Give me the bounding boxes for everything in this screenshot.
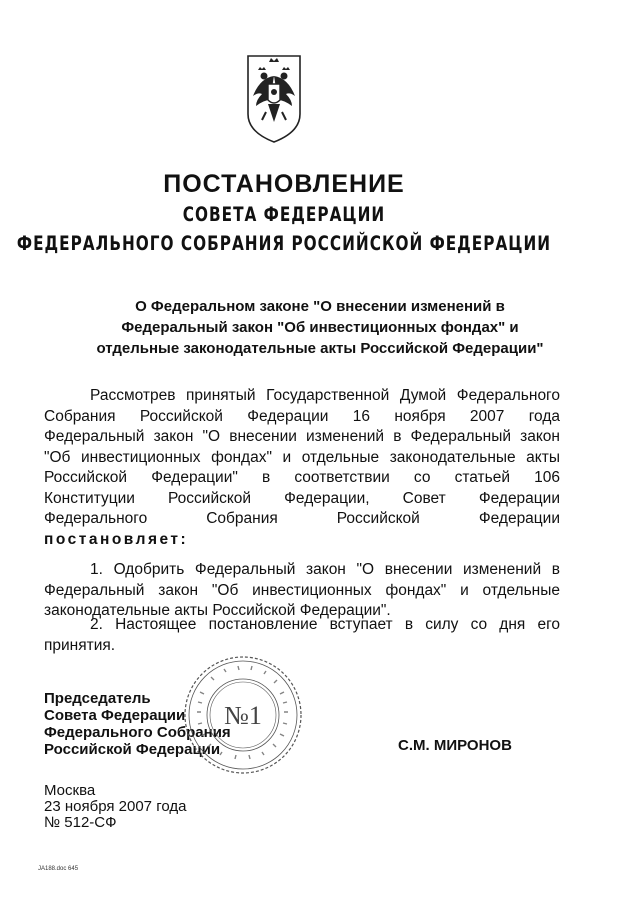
city: Москва xyxy=(44,782,96,799)
preamble-line: Собрания Российской Федерации 16 ноября 2007 года xyxy=(44,407,560,425)
preamble-line: Федеральный закон "О внесении изменений в Федеральный закон xyxy=(44,428,560,445)
document-number: № 512-СФ xyxy=(44,814,117,831)
subject-line: О Федеральном законе "О внесении изменений в xyxy=(135,298,505,315)
preamble-line: "Об инвестиционных фондах" и отдельные законодательные акты xyxy=(44,448,560,466)
subject-line: отдельные законодательные акты Российской Федерации" xyxy=(96,340,544,357)
position-line: Российской Федерации xyxy=(44,741,221,758)
item-1-line: 1. Одобрить Федеральный закон "О внесении изменений в xyxy=(90,561,560,578)
stamp-number: №1 xyxy=(224,701,262,730)
document-type-title: ПОСТАНОВЛЕНИЕ xyxy=(163,170,405,198)
date: 23 ноября 2007 года xyxy=(44,798,187,815)
document-subject xyxy=(40,296,600,359)
file-reference: JA188.doc 645 xyxy=(38,866,79,872)
preamble-line: Российской Федерации" в соответствии со статьей 106 xyxy=(44,469,560,486)
position-line: Совета Федерации xyxy=(44,707,186,724)
item-1-paragraph xyxy=(44,560,560,622)
item-2-line: 2. Настоящее постановление вступает в силу со дня его xyxy=(90,616,560,633)
subject-line: Федеральный закон "Об инвестиционных фондах" и xyxy=(121,319,519,336)
position-line: Председатель xyxy=(44,690,151,707)
position-line: Федерального Собрания xyxy=(44,724,231,741)
preamble-line: Рассмотрев принятый Государственной Думой Федерального xyxy=(90,387,560,404)
signatory-name: С.М. МИРОНОВ xyxy=(398,737,512,754)
place-date-number xyxy=(44,783,186,831)
issuer-assembly: ФЕДЕРАЛЬНОГО СОБРАНИЯ РОССИЙСКОЙ ФЕДЕРАЦИИ xyxy=(16,232,552,256)
preamble-line: Федерального Собрания Российской Федерации xyxy=(44,510,560,527)
issuer-council: СОВЕТА ФЕДЕРАЦИИ xyxy=(182,203,386,227)
item-1-line: Федеральный закон "Об инвестиционных фондах" и отдельные xyxy=(44,581,560,599)
item-1-line: законодательные акты Российской Федерации". xyxy=(44,602,391,619)
official-round-stamp xyxy=(180,652,306,778)
decides-word: постановляет: xyxy=(44,530,189,548)
item-2-line: принятия. xyxy=(44,636,116,654)
preamble-line: Конституции Российской Федерации, Совет Федерации xyxy=(44,489,560,507)
item-2-paragraph xyxy=(44,615,560,656)
preamble-paragraph xyxy=(44,386,560,550)
coat-of-arms-emblem xyxy=(244,52,304,148)
